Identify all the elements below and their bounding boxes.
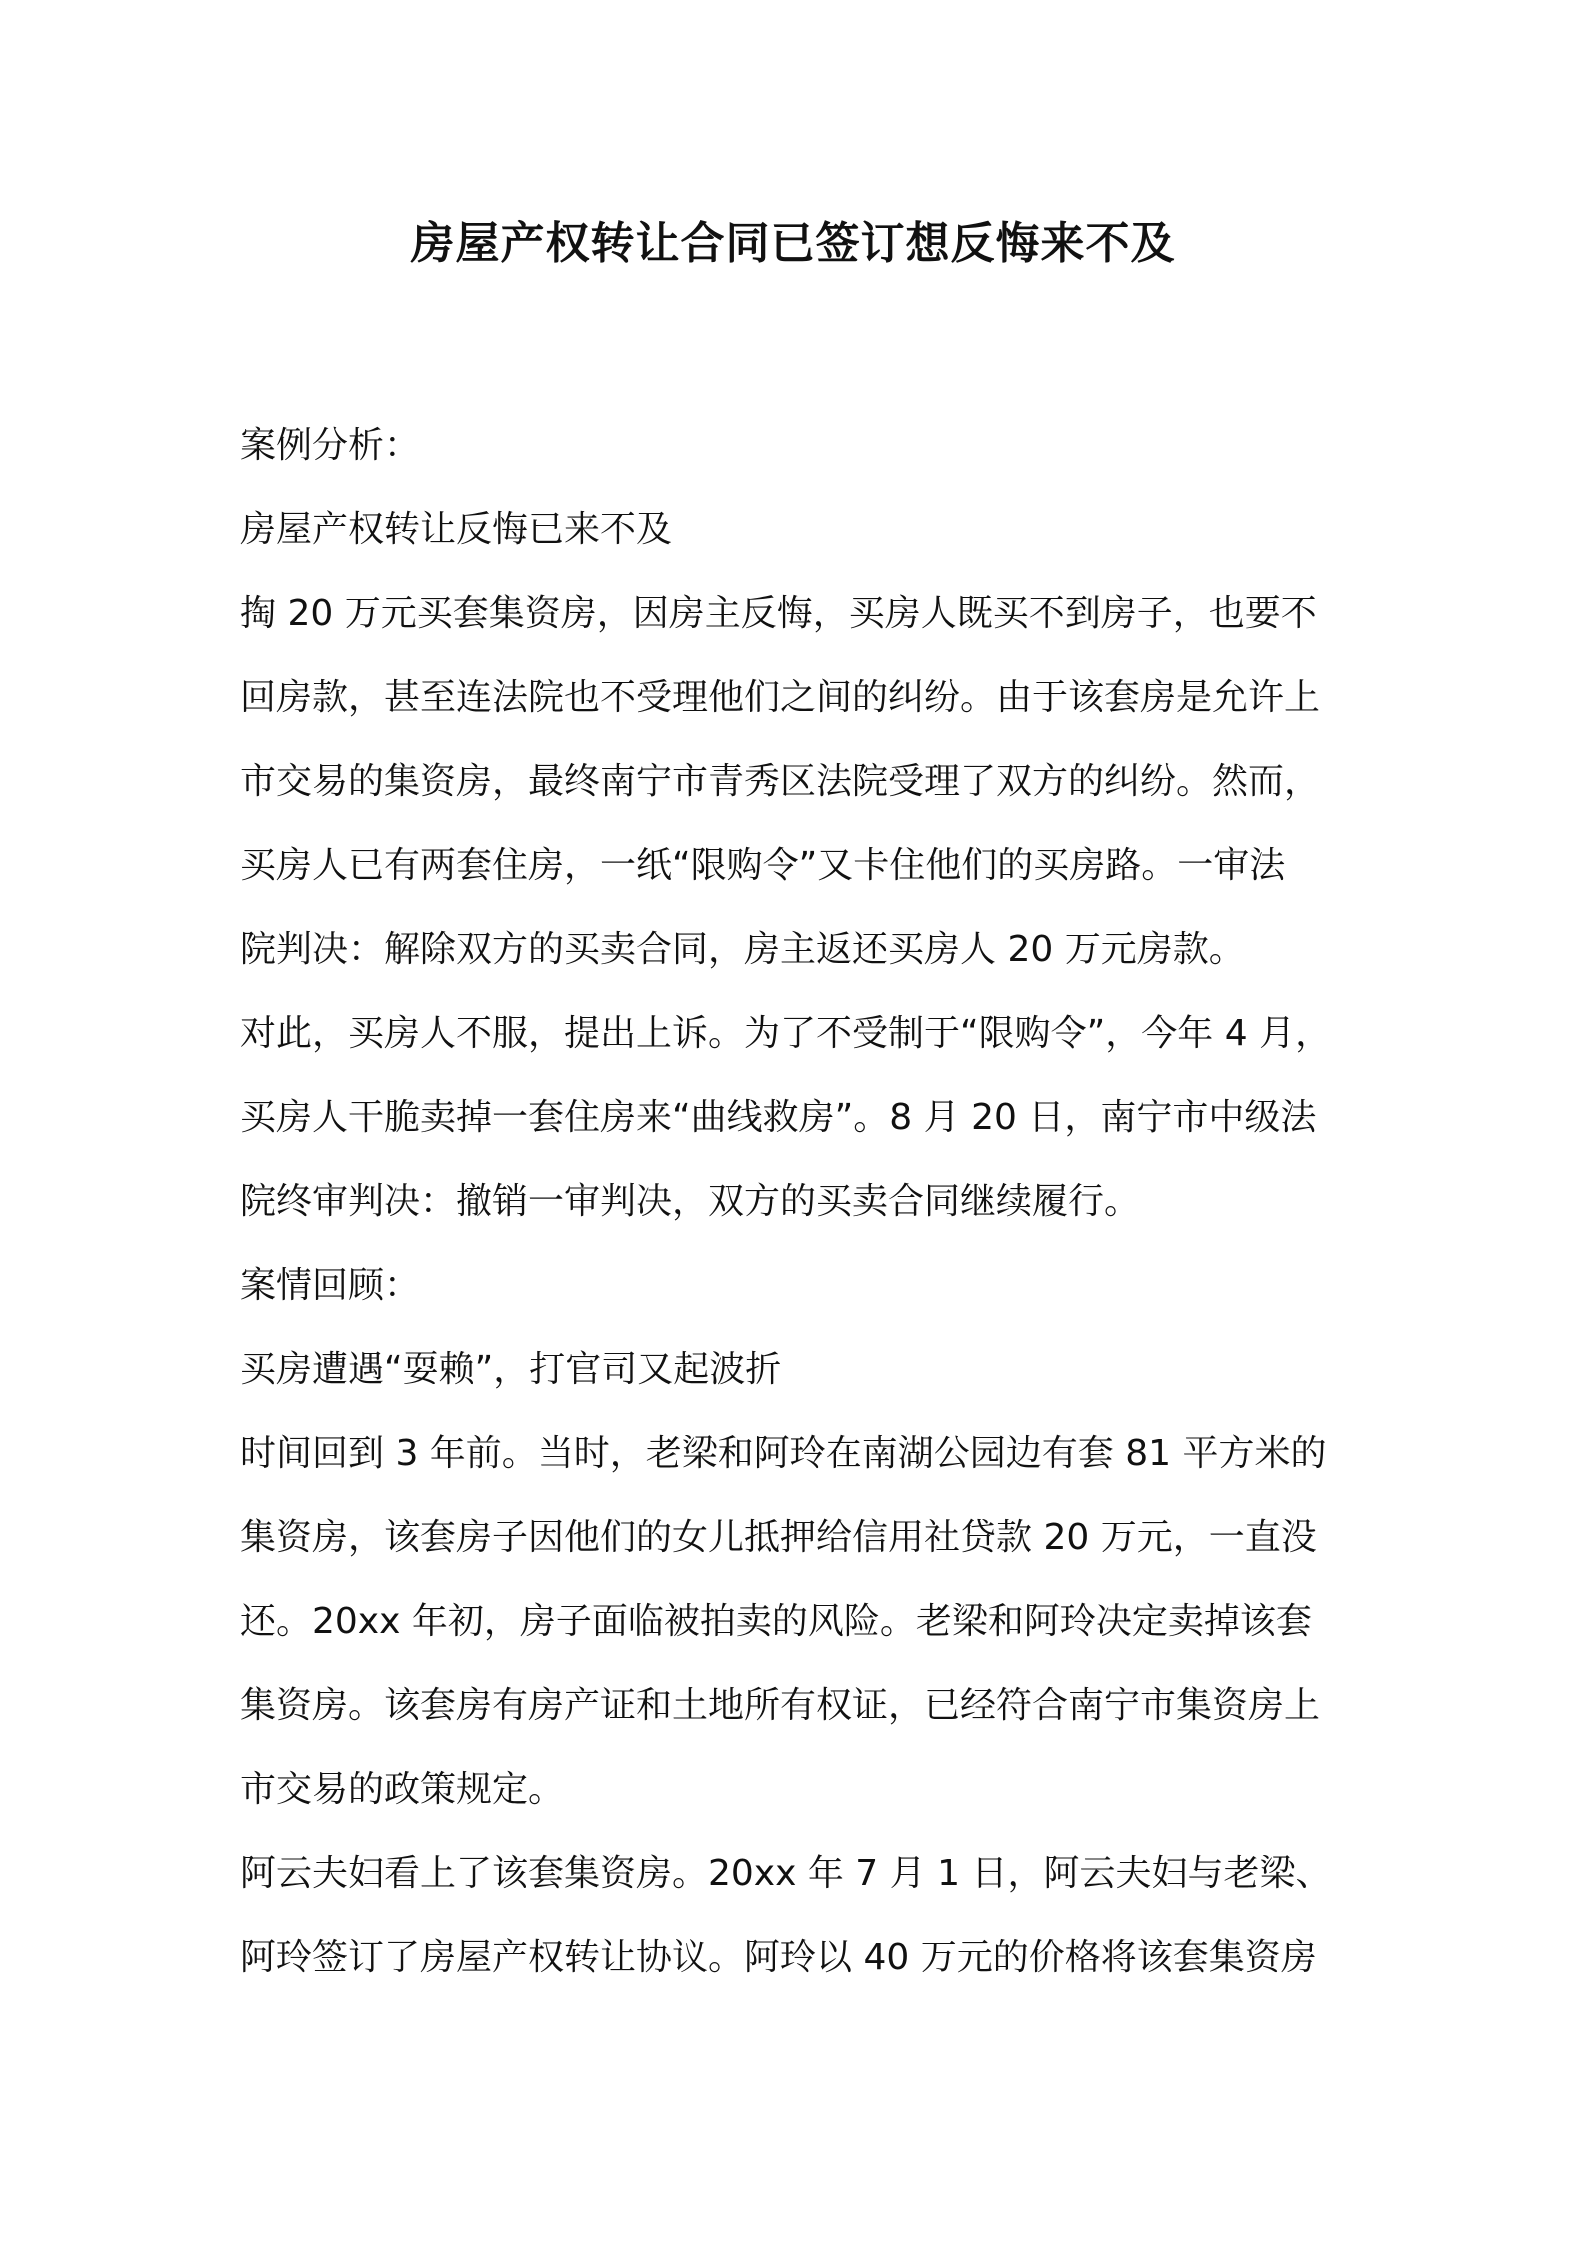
text-line: 案情回顾： <box>240 1265 421 1306</box>
text-line: 院判决：解除双方的买卖合同，房主返还买房人 20 万元房款。 <box>240 929 1245 970</box>
text-line: 院终审判决：撤销一审判决，双方的买卖合同继续履行。 <box>240 1181 1141 1222</box>
text-line: 对此，买房人不服，提出上诉。为了不受制于“限购令”，今年 4 月， <box>240 1013 1332 1054</box>
text-line: 集资房。该套房有房产证和土地所有权证，已经符合南宁市集资房上 <box>240 1685 1321 1726</box>
text-line: 回房款，甚至连法院也不受理他们之间的纠纷。由于该套房是允许上 <box>240 677 1321 718</box>
text-line: 房屋产权转让反悔已来不及 <box>240 509 673 550</box>
text-line: 买房遭遇“耍赖”，打官司又起波折 <box>240 1349 782 1390</box>
text-line: 市交易的政策规定。 <box>240 1769 565 1810</box>
text-line: 掏 20 万元买套集资房，因房主反悔，买房人既买不到房子，也要不 <box>240 593 1317 634</box>
text-line: 市交易的集资房，最终南宁市青秀区法院受理了双方的纠纷。然而， <box>240 761 1321 802</box>
document-body <box>240 404 1370 2000</box>
text-line: 买房人干脆卖掉一套住房来“曲线救房”。8 月 20 日，南宁市中级法 <box>240 1097 1317 1138</box>
text-line: 集资房，该套房子因他们的女儿抵押给信用社贷款 20 万元，一直没 <box>240 1517 1317 1558</box>
text-line: 阿云夫妇看上了该套集资房。20xx 年 7 月 1 日，阿云夫妇与老梁、 <box>240 1853 1332 1894</box>
text-line: 时间回到 3 年前。当时，老梁和阿玲在南湖公园边有套 81 平方米的 <box>240 1433 1327 1474</box>
text-line: 买房人已有两套住房，一纸“限购令”又卡住他们的买房路。一审法 <box>240 845 1286 886</box>
document-title: 房屋产权转让合同已签订想反悔来不及 <box>410 218 1176 269</box>
text-line: 阿玲签订了房屋产权转让协议。阿玲以 40 万元的价格将该套集资房 <box>240 1937 1317 1978</box>
text-line: 案例分析： <box>240 425 421 466</box>
text-line: 还。20xx 年初，房子面临被拍卖的风险。老梁和阿玲决定卖掉该套 <box>240 1601 1312 1642</box>
